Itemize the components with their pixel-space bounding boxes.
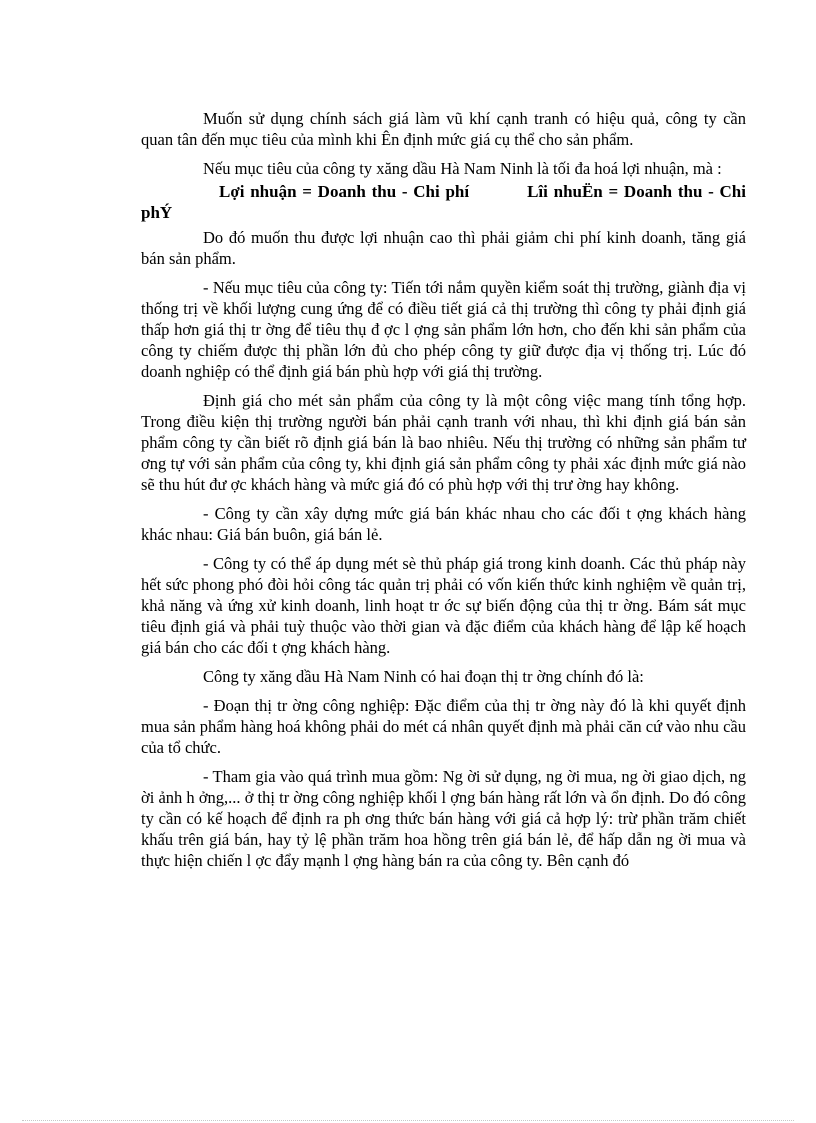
paragraph-1: Muốn sử dụng chính sách giá làm vũ khí cạnh tranh có hiệu quả, công ty cần quan tân đến mục tiêu của mình khi Ên định mức giá cụ thể cho sản phẩm. — [141, 109, 746, 149]
paragraph-3: Do đó muốn thu được lợi nhuận cao thì phải giảm chi phí kinh doanh, tăng giá bán sản phẩm. — [141, 228, 746, 268]
paragraph-8: Công ty xăng dầu Hà Nam Ninh có hai đoạn thị tr ờng chính đó là: — [203, 667, 644, 686]
paragraph-9: - Đoạn thị tr ờng công nghiệp: Đặc điểm của thị tr ờng này đó là khi quyết định mua sản phẩm hàng hoá không phải do mét cá nhân quyết định mà phải căn cứ vào nhu cầu của tổ chức. — [141, 696, 746, 757]
paragraph-2: Nếu mục tiêu của công ty xăng dầu Hà Nam Ninh là tối đa hoá lợi nhuận, mà : — [203, 159, 722, 178]
profit-formula-text: Lợi nhuận = Doanh thu - Chi phí — [219, 182, 470, 201]
paragraph-5: Định giá cho mét sản phẩm của công ty là một công việc mang tính tổng hợp. Trong điều kiện thị trường người bán phải cạnh tranh với nhau, thì khi định giá bán sản phẩm công ty cần biết rõ định giá bán là bao nhiêu. Nếu thị trường có những sản phẩm tư ơng tự với sản phẩm của công ty, khi định giá sản phẩm công ty phải xác định mức giá nào sẽ thu hút đư ợc khách hàng và mức giá đó có phù hợp với thị trư ờng hay không. — [141, 391, 746, 494]
paragraph-10: - Tham gia vào quá trình mua gồm: Ng ời sử dụng, ng ời mua, ng ời giao dịch, ng ời ảnh h ởng,... ở thị tr ờng công nghiệp khối l ợng bán hàng rất lớn và ổn định. Do đó công ty cần có kế hoạch để định ra ph ơng thức bán hàng với giá cả hợp lý: trừ phần trăm chiết khấu trên giá bán, hay tỷ lệ phần trăm hoa hồng trên giá bán lẻ, để hấp dẫn ng ời mua và thực hiện chiến l ợc đẩy mạnh l ợng hàng bán ra của công ty. Bên cạnh đó — [141, 767, 746, 870]
paragraph-4: - Nếu mục tiêu của công ty: Tiến tới nắm quyền kiểm soát thị trường, giành địa vị thống trị về khối lượng cung ứng để có điều tiết giá cả thị trường thì công ty phải định giá thấp hơn giá thị tr ờng để tiêu thụ đ ợc l ợng sản phẩm lớn hơn, cho đến khi sản phẩm của công ty chiếm được thị phần lớn đủ cho phép công ty giữ được địa vị thống trị. Lúc đó doanh nghiệp có thể định giá bán phù hợp với giá thị trường. — [141, 278, 746, 381]
profit-formula — [141, 181, 746, 223]
paragraph-6: - Công ty cần xây dựng mức giá bán khác nhau cho các đối t ợng khách hàng khác nhau: Giá bán buôn, giá bán lẻ. — [141, 504, 746, 544]
profit-formula-garbled: Lîi nhuËn = Doanh thu - Chi phÝ — [141, 182, 746, 222]
page-bottom-divider — [22, 1120, 794, 1121]
paragraph-7: - Công ty có thể áp dụng mét sè thủ pháp giá trong kinh doanh. Các thủ pháp này hết sức phong phó đòi hỏi công tác quản trị phải có vốn kiến thức kinh nghiệm về quản trị, khả năng và ứng xử kinh doanh, linh hoạt tr ớc sự biến động của thị tr ờng. Bám sát mục tiêu định giá và phải tuỳ thuộc vào thời gian và đặc điểm của khách hàng để lập kế hoạch giá bán cho các đối t ợng khách hàng. — [141, 554, 746, 657]
document-page — [141, 108, 746, 879]
